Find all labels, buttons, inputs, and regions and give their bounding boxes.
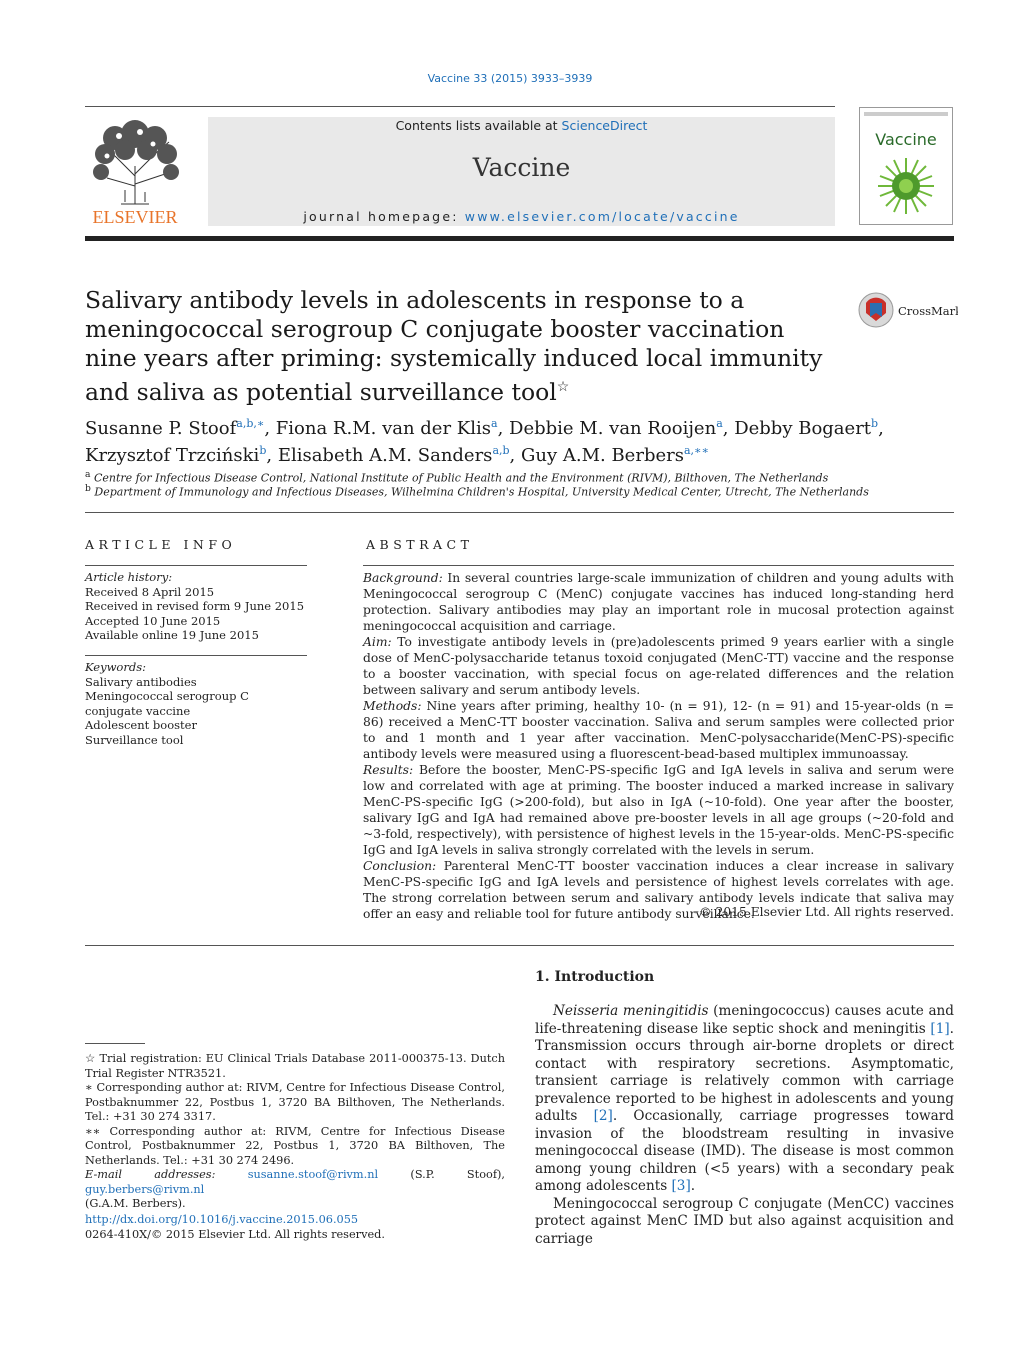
abstract-label: Aim: (363, 635, 392, 649)
author-name: Fiona R.M. van der Klis (275, 418, 491, 439)
abstract-text: In several countries large-scale immunization of children and young adults with Meningococcal serogroup C (MenC) conjugate vaccines has induced long-standing herd protection. Salivary antibodies may play an important role in mucosal protection against meningococcal acquisition and carriage. (363, 571, 954, 633)
abstract-label: Background: (363, 571, 443, 585)
intro-text: . (690, 1178, 696, 1194)
issn-line: 0264-410X/© 2015 Elsevier Ltd. All rights reserved. (85, 1227, 385, 1241)
author-affiliation-mark[interactable]: a (716, 417, 723, 430)
homepage-link[interactable]: www.elsevier.com/locate/vaccine (464, 209, 740, 224)
affiliation-text: Centre for Infectious Disease Control, National Institute of Public Health and the Environment (RIVM), Bilthoven, The Netherlands (93, 471, 829, 485)
author-name: Krzysztof Trzciński (85, 445, 260, 466)
email-label: E-mail addresses: (85, 1168, 216, 1181)
elsevier-logo (85, 116, 185, 228)
footnote-corresponding-1: ∗ Corresponding author at: RIVM, Centre for Infectious Disease Control, Postbaknummer 22, Postbus 1, 3720 BA Bilthoven, The Netherlands. Tel.: +31 30 274 3317. (85, 1081, 505, 1123)
journal-name: Vaccine (472, 153, 571, 182)
affiliation-text: Department of Immunology and Infectious Diseases, Wilhelmina Children's Hospital, University Medical Center, Utrecht, The Netherlands (94, 485, 869, 499)
author-name: Debbie M. van Rooijen (509, 418, 717, 439)
history-item: Available online 19 June 2015 (85, 628, 259, 642)
author-affiliation-mark[interactable]: a,b (492, 444, 510, 457)
abstract-copyright: © 2015 Elsevier Ltd. All rights reserved. (699, 905, 954, 919)
abstract-end-rule (85, 945, 954, 946)
keyword: Meningococcal serogroup C conjugate vaccine (85, 689, 249, 718)
author-name: Elisabeth A.M. Sanders (277, 445, 493, 466)
history-item: Accepted 10 June 2015 (85, 613, 221, 628)
homepage-prefix: journal homepage: (303, 209, 465, 224)
introduction-heading: 1. Introduction (535, 969, 655, 985)
abstract-text: Before the booster, MenC-PS-specific IgG and IgA levels in saliva and serum were low and correlated with age at priming. The booster induced a marked increase in salivary MenC-PS-specific IgG (>200-fold), but also in IgA (~10-fold). One year after the booster, salivary IgG and IgA had remained above pre-booster levels in all age groups (~20-fold and ~3-fold, respectively), with persistence of highest levels in the 15-year-olds. MenC-PS-specific IgG and IgA levels in saliva strongly correlated with the levels in serum. (363, 763, 954, 857)
journal-homepage (208, 209, 835, 224)
history-label: Article history: (85, 570, 173, 584)
crossmark-label: CrossMark (898, 304, 958, 318)
crossmark-badge[interactable] (858, 291, 958, 331)
introduction-paragraph: Meningococcal serogroup C conjugate (MenCC) vaccines protect against MenC IMD but also against acquisition and carriage (535, 1195, 954, 1247)
author-list (85, 413, 885, 467)
sciencedirect-link[interactable]: ScienceDirect (561, 118, 648, 133)
article-history (85, 570, 307, 643)
keyword: Adolescent booster (85, 718, 197, 732)
footnote-corresponding-2: ∗∗ Corresponding author at: RIVM, Centre for Infectious Disease Control, Postbaknummer 22, Postbus 1, 3720 BA Bilthoven, The Netherlands. Tel.: +31 30 274 2496. (85, 1124, 505, 1167)
abstract-text: Parenteral MenC-TT booster vaccination induces a clear increase in salivary MenC-PS-specific IgG and IgA levels and persistence of highest levels correlates with age. The strong correlation between serum and salivary antibody levels indicate that saliva may offer an easy and reliable tool for future antibody surveillance. (363, 859, 954, 921)
doi-block (85, 1213, 505, 1242)
citation-link[interactable]: [1] (930, 1020, 950, 1037)
journal-reference[interactable]: Vaccine 33 (2015) 3933–3939 (427, 72, 593, 85)
abstract-results (363, 762, 954, 858)
abstract-aim (363, 634, 954, 698)
affiliation-mark: a (85, 469, 91, 480)
introduction-body (535, 1003, 954, 1248)
contents-prefix: Contents lists available at (395, 118, 562, 133)
citation-link[interactable]: [2] (593, 1108, 613, 1124)
keyword: Surveillance tool (85, 732, 184, 747)
author-separator: , (509, 445, 521, 466)
intro-text: (meningococcus) causes acute and life-threatening disease like septic shock and meningitis (535, 1003, 955, 1037)
contents-line (208, 118, 835, 133)
affiliation-rule (85, 512, 954, 513)
author-affiliation-mark[interactable]: a (491, 417, 498, 430)
abstract-background (363, 570, 954, 634)
introduction-paragraph (535, 1003, 954, 1196)
keywords-rule (85, 655, 307, 656)
footnote-emails (85, 1168, 505, 1212)
author-name: Debby Bogaert (734, 418, 872, 439)
author-affiliation-mark[interactable]: b (871, 417, 879, 430)
abstract-methods (363, 698, 954, 762)
cover-title: Vaccine (875, 130, 937, 149)
author-affiliation-mark[interactable]: a,b,∗ (236, 417, 265, 430)
elsevier-wordmark: ELSEVIER (92, 207, 178, 227)
header-thick-rule (85, 236, 954, 241)
author-separator: , (878, 418, 884, 439)
keywords (85, 660, 307, 747)
author-affiliation-mark[interactable]: a,∗∗ (683, 444, 709, 457)
author-name: Guy A.M. Berbers (521, 445, 684, 466)
author-separator: , (497, 418, 510, 439)
email-owner: (S.P. Stoof), (378, 1168, 505, 1181)
article-title (85, 286, 835, 407)
journal-cover (859, 107, 953, 225)
affiliation-b (85, 483, 885, 499)
affiliation-mark: b (85, 483, 91, 494)
history-item: Received 8 April 2015 (85, 584, 215, 599)
abstract-heading: ABSTRACT (366, 537, 474, 552)
article-info-rule (85, 565, 307, 566)
abstract-label: Methods: (363, 699, 422, 713)
citation-link[interactable]: [3] (671, 1178, 691, 1194)
author-separator: , (722, 418, 735, 439)
email-owner: (G.A.M. Berbers). (85, 1197, 186, 1210)
keywords-label: Keywords: (85, 660, 146, 674)
footnote-trial: ☆ Trial registration: EU Clinical Trials Database 2011-000375-13. Dutch Trial Register NTR3521. (85, 1052, 505, 1080)
article-title-text: Salivary antibody levels in adolescents in response to a meningococcal serogroup C conjugate booster vaccination nine years after priming: systemically induced local immunity and saliva as potential surveillance tool (85, 286, 823, 406)
history-item: Received in revised form 9 June 2015 (85, 599, 305, 613)
footnotes (85, 1052, 505, 1212)
header-rule (85, 106, 835, 107)
intro-text: . Transmission occurs through air-borne droplets or direct contact with respiratory secretions. Asymptomatic, transient carriage is relatively common with carriage prevalence reported to be highest in adolescents and young adults (535, 1020, 954, 1124)
keyword: Salivary antibodies (85, 674, 197, 689)
doi-link[interactable]: http://dx.doi.org/10.1016/j.vaccine.2015.06.055 (85, 1213, 359, 1226)
abstract-text: Nine years after priming, healthy 10- (n = 91), 12- (n = 91) and 15-year-olds (n = 86) received a MenC-TT booster vaccination. Saliva and serum samples were collected prior to and 1 month and 1 year after vaccination. MenC-polysaccharide(MenC-PS)-specific antibody levels were measured using a fluorescent-bead-based multiplex immunoassay. (363, 699, 954, 761)
abstract-label: Results: (363, 763, 414, 777)
abstract-rule (363, 565, 954, 566)
abstract-label: Conclusion: (363, 859, 437, 873)
author-name: Susanne P. Stoof (85, 418, 237, 439)
author-separator: , (264, 418, 276, 439)
email-link[interactable]: guy.berbers@rivm.nl (85, 1182, 205, 1196)
intro-text: . Occasionally, carriage progresses toward invasion of the bloodstream resulting in invasive meningococcal disease (IMD). The disease is most common among young children (<5 years) with a secondary peak among adolescents (535, 1108, 954, 1194)
article-info-heading: ARTICLE INFO (85, 537, 237, 552)
email-link[interactable]: susanne.stoof@rivm.nl (247, 1168, 379, 1181)
abstract-text: To investigate antibody levels in (pre)adolescents primed 9 years earlier with a single dose of MenC-polysaccharide tetanus toxoid conjugated (MenC-TT) vaccine and the response to a booster vaccination, with special focus on age-related differences and the relation between salivary and serum antibody levels. (363, 635, 954, 697)
abstract-body (363, 570, 954, 922)
footnote-rule (85, 1043, 145, 1044)
author-separator: , (266, 445, 278, 466)
species-name: Neisseria meningitidis (553, 1003, 709, 1019)
author-affiliation-mark[interactable]: b (259, 444, 267, 457)
title-footnote-mark[interactable]: ☆ (556, 379, 570, 395)
